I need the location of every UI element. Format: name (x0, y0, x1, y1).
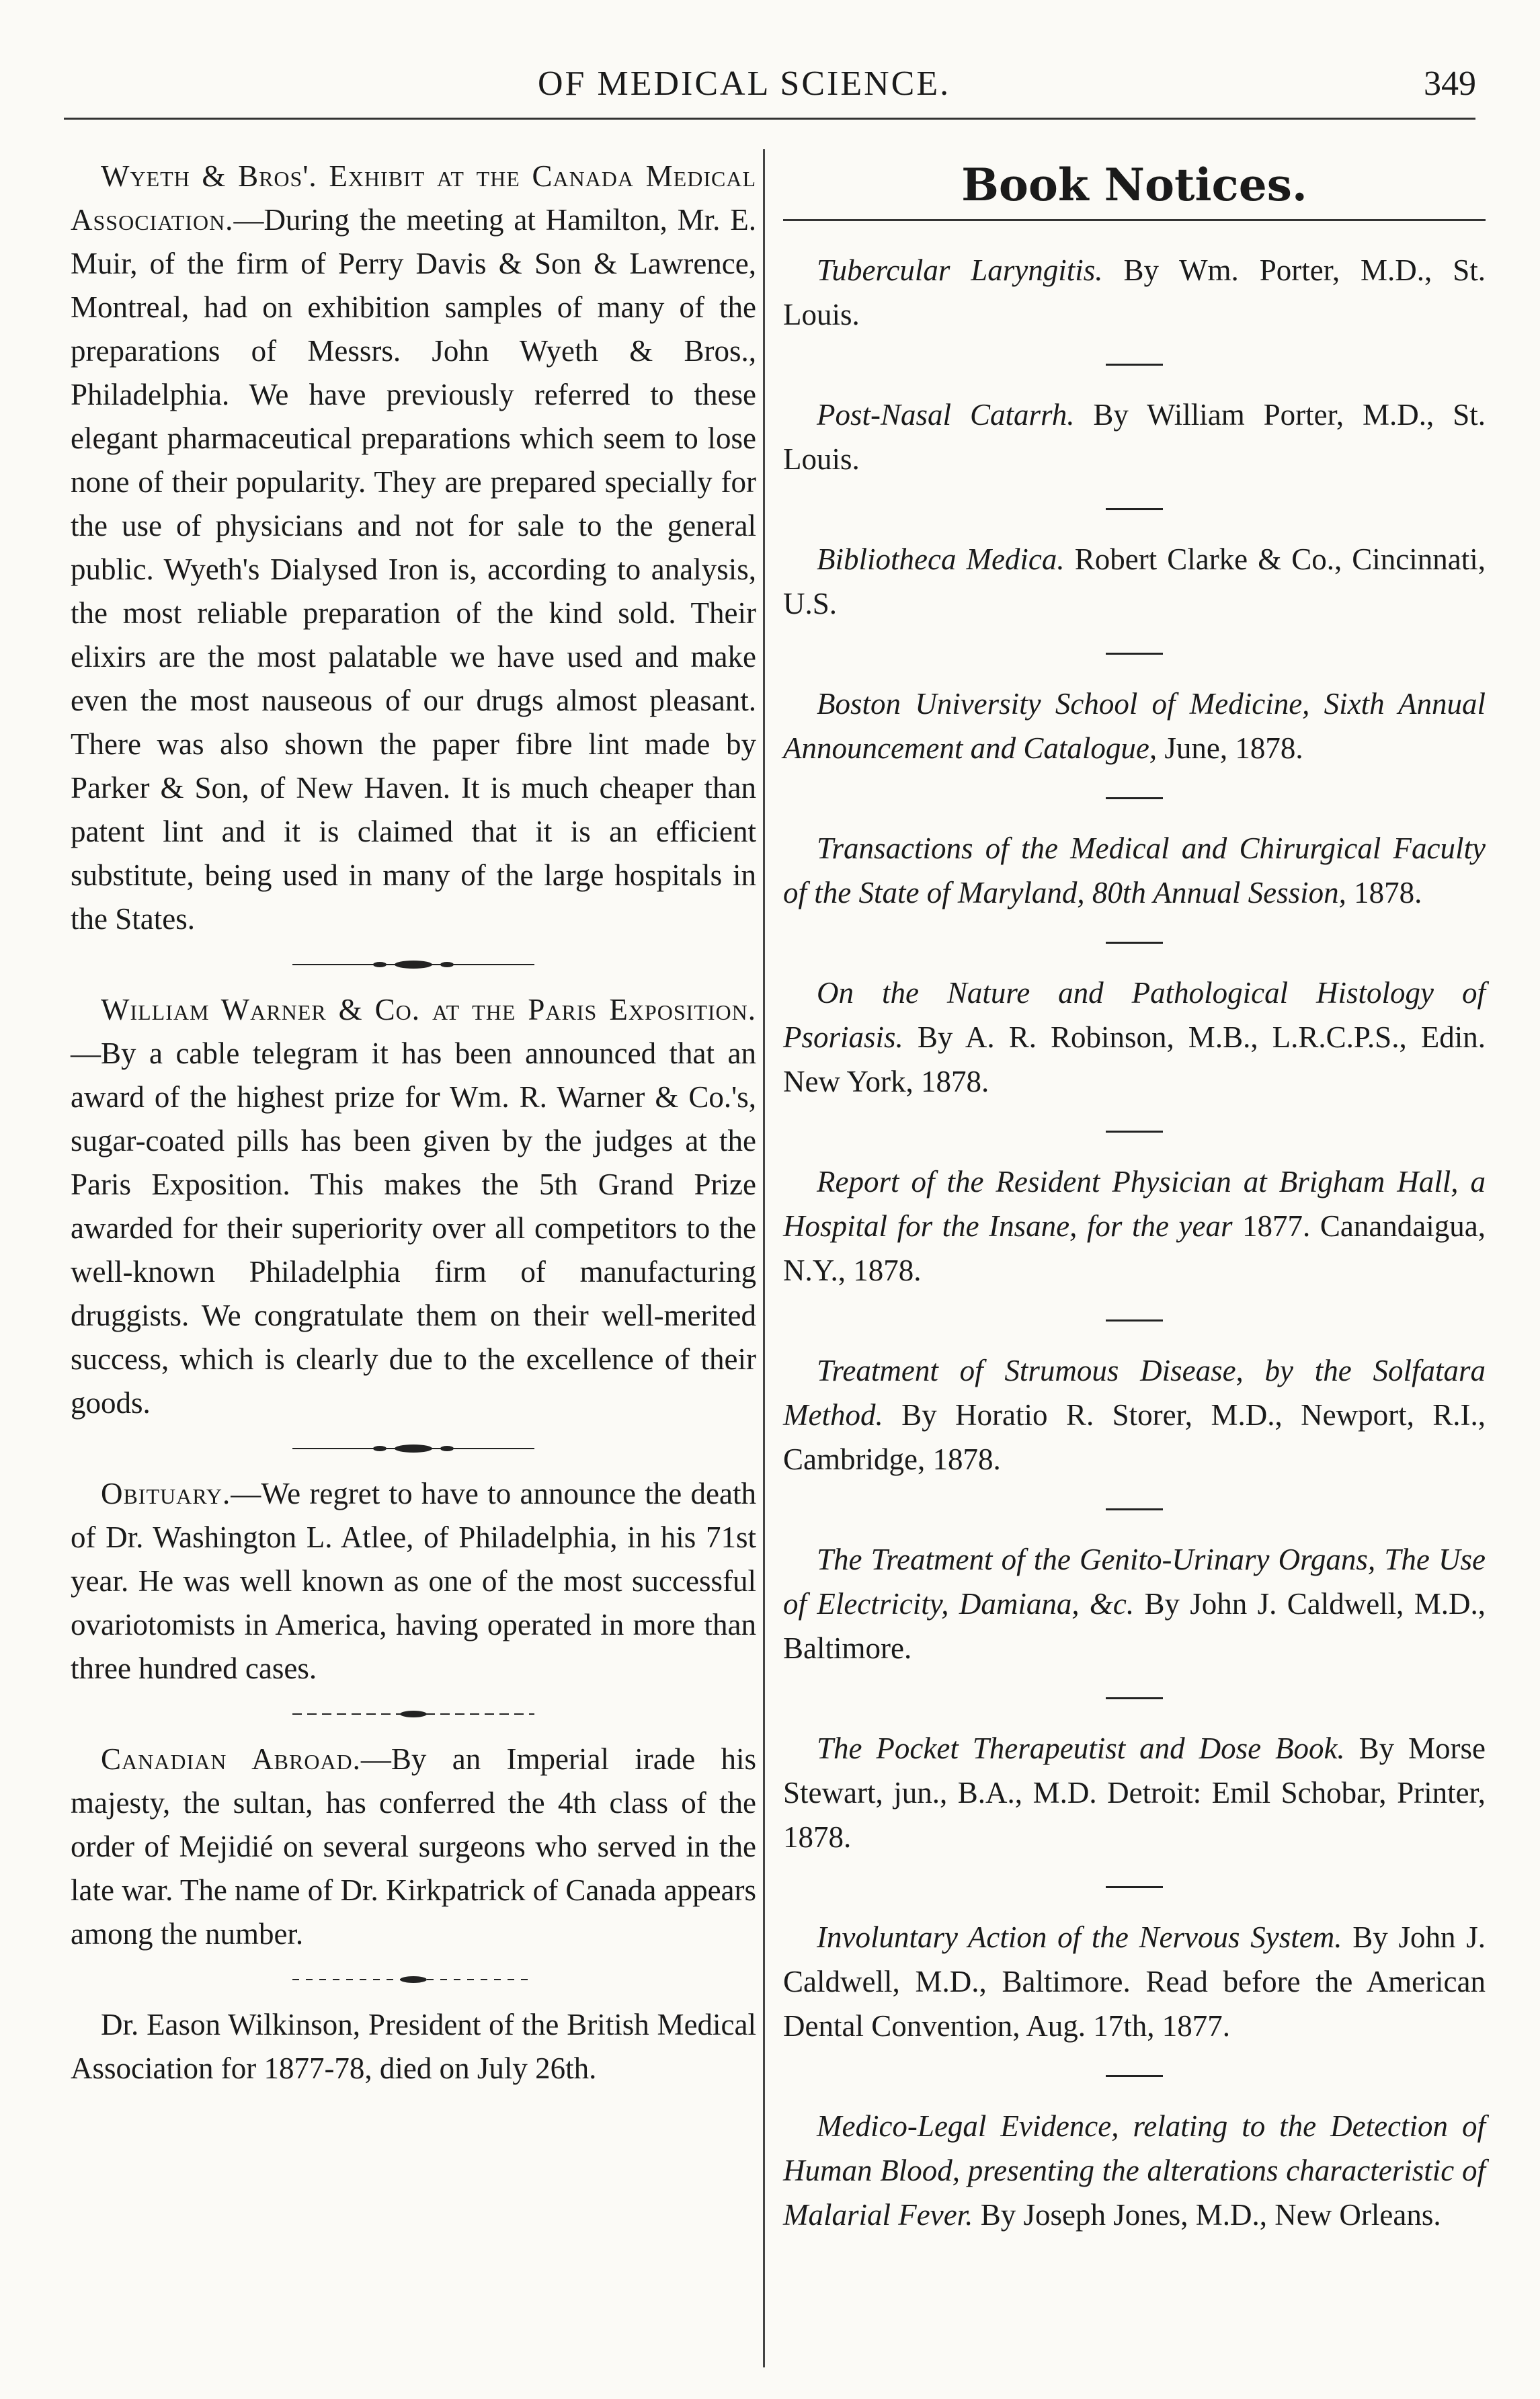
book-notice (783, 826, 1486, 915)
book-title: The Treatment of the Genito-Urinary Organs, The Use of Electricity, Damiana, &c. (783, 1543, 1486, 1621)
news-item-obituary (71, 1472, 756, 1691)
book-details: By John J. Caldwell, M.D., Baltimore. (783, 1587, 1486, 1665)
notice-separator (1106, 653, 1163, 655)
notice-separator (1106, 942, 1163, 944)
book-title: On the Nature and Pathological Histology of Psoriasis. (783, 976, 1486, 1054)
book-notice (783, 682, 1486, 770)
book-notice (783, 393, 1486, 481)
notice-separator (1106, 1319, 1163, 1322)
notice-separator (1106, 1131, 1163, 1133)
book-notice (783, 1160, 1486, 1293)
column-divider (763, 149, 765, 2367)
notice-separator (1106, 1508, 1163, 1510)
book-title: Tubercular Laryngitis. (817, 253, 1103, 287)
ornamental-separator (71, 1956, 756, 2003)
book-title: Medico-Legal Evidence, relating to the Detection of Human Blood, presenting the alterations characteristic of Malarial Fever. (783, 2109, 1486, 2232)
book-title: Treatment of Strumous Disease, by the Solfatara Method. (783, 1354, 1486, 1432)
news-item-canadian-abroad (71, 1738, 756, 1956)
book-details: By Horatio R. Storer, M.D., Newport, R.I., Cambridge, 1878. (783, 1398, 1486, 1476)
book-notice (783, 1348, 1486, 1481)
notice-separator (1106, 508, 1163, 510)
book-notice (783, 537, 1486, 626)
book-details: By A. R. Robinson, M.B., L.R.C.P.S., Edin. New York, 1878. (783, 1020, 1486, 1098)
item-body: —By a cable telegram it has been announced that an award of the highest prize for Wm. R. Warner & Co.'s, sugar-coated pills has been given by the judges at the Paris Exposition. This makes the 5th Grand Prize awarded for their superiority over all competitors to the well-known Philadelphia firm of manufacturing druggists. We congratulate them on their well-merited success, which is clearly due to the excellence of their goods. (71, 1036, 756, 1420)
book-notice (783, 2104, 1486, 2237)
notice-separator (1106, 2075, 1163, 2077)
book-title: Boston University School of Medicine, Sixth Annual Announcement and Catalogue, (783, 687, 1486, 765)
book-details: 1878. (1346, 876, 1422, 909)
item-body: Dr. Eason Wilkinson, President of the British Medical Association for 1877-78, died on July 26th. (71, 2008, 756, 2085)
book-notice (783, 248, 1486, 337)
book-details: Robert Clarke & Co., Cincinnati, U.S. (783, 542, 1486, 620)
ornamental-separator (71, 1425, 756, 1472)
book-title: Report of the Resident Physician at Brigham Hall, a Hospital for the Insane, for the year (783, 1165, 1486, 1243)
page-header (0, 64, 1540, 118)
book-details: June, 1878. (1157, 731, 1303, 765)
item-heading: Obituary. (101, 1477, 231, 1510)
notice-separator (1106, 364, 1163, 366)
book-title: Involuntary Action of the Nervous System. (817, 1920, 1342, 1954)
item-heading: William Warner & Co. at the Paris Exposition. (101, 993, 756, 1026)
item-body: —By an Imperial irade his majesty, the sultan, has conferred the 4th class of the order of Mejidié on several surgeons who served in the late war. The name of Dr. Kirkpatrick of Canada appears among the number. (71, 1742, 757, 1951)
book-notice (783, 971, 1486, 1104)
item-heading: Wyeth & Bros'. Exhibit at the Canada Medical Association. (71, 159, 756, 237)
notice-separator (1106, 1886, 1163, 1888)
book-details: By Joseph Jones, M.D., New Orleans. (973, 2198, 1441, 2232)
book-details: By William Porter, M.D., St. Louis. (783, 398, 1486, 476)
section-rule (783, 219, 1486, 221)
book-notice (783, 1537, 1486, 1670)
book-notice (783, 1915, 1486, 2048)
news-item-warner (71, 988, 756, 1425)
running-title: OF MEDICAL SCIENCE. (538, 65, 951, 103)
book-title: The Pocket Therapeutist and Dose Book. (817, 1732, 1345, 1765)
book-details: By Wm. Porter, M.D., St. Louis. (783, 253, 1486, 331)
notice-separator (1106, 1697, 1163, 1699)
ornamental-separator (71, 941, 756, 988)
right-column (783, 155, 1486, 2237)
book-title: Transactions of the Medical and Chirurgical Faculty of the State of Maryland, 80th Annual Session, (783, 831, 1486, 909)
header-rule (64, 118, 1475, 120)
notice-separator (1106, 797, 1163, 799)
left-column (71, 155, 756, 2090)
item-body: —During the meeting at Hamilton, Mr. E. Muir, of the firm of Perry Davis & Son & Lawrence, Montreal, had on exhibition samples of many of the preparations of Messrs. John Wyeth & Bros., Philadelphia. We have previously referred to these elegant pharmaceutical preparations which seem to lose none of their popularity. They are prepared specially for the use of physicians and not for sale to the general public. Wyeth's Dialysed Iron is, according to analysis, the most reliable preparation of the kind sold. Their elixirs are the most palatable we have used and make even the most nauseous of our drugs almost pleasant. There was also shown the paper fibre lint made by Parker & Son, of New Haven. It is much cheaper than patent lint and it is claimed that it is an efficient substitute, being used in many of the large hospitals in the States. (71, 203, 756, 936)
ornamental-separator (71, 1691, 756, 1738)
book-details: By John J. Caldwell, M.D., Baltimore. Read before the American Dental Convention, Aug. 17th, 1877. (783, 1920, 1486, 2043)
book-details: By Morse Stewart, jun., B.A., M.D. Detroit: Emil Schobar, Printer, 1878. (783, 1732, 1486, 1854)
news-item-wyeth (71, 155, 756, 941)
book-title: Bibliotheca Medica. (817, 542, 1065, 576)
book-details: 1877. Canandaigua, N.Y., 1878. (783, 1209, 1486, 1287)
book-title: Post-Nasal Catarrh. (817, 398, 1075, 432)
page-number: 349 (1424, 65, 1476, 103)
section-title: Book Notices. (961, 159, 1307, 211)
news-item-wilkinson (71, 2003, 756, 2090)
item-heading: Canadian Abroad. (101, 1742, 361, 1776)
book-notice (783, 1726, 1486, 1859)
item-body: —We regret to have to announce the death of Dr. Washington L. Atlee, of Philadelphia, in his 71st year. He was well known as one of the most successful ovariotomists in America, having operated in more than three hundred cases. (71, 1477, 756, 1685)
